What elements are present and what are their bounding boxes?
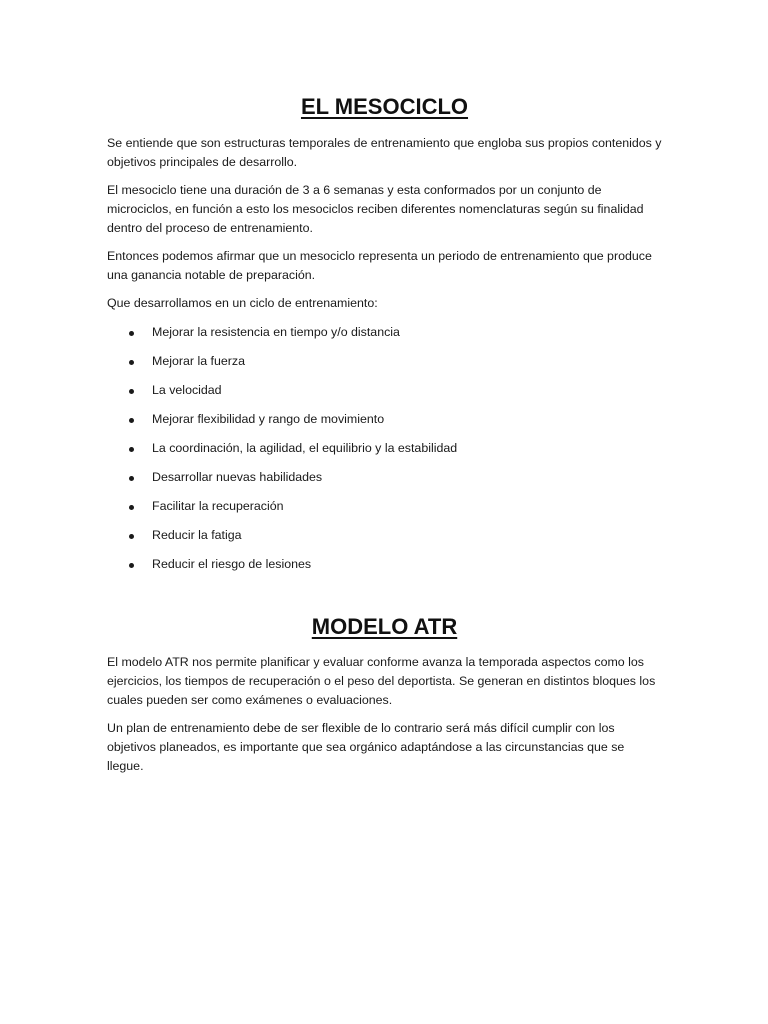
list-item-text: Reducir la fatiga bbox=[152, 528, 242, 542]
bullet-icon bbox=[129, 447, 134, 452]
list-item bbox=[107, 352, 662, 371]
bullet-icon bbox=[129, 563, 134, 568]
paragraph-atr-description: El modelo ATR nos permite planificar y evaluar conforme avanza la temporada aspectos como los ejercicios, los tiempos de recuperación o el peso del deportista. Se generan en distintos bloques los cuales pueden ser como exámenes o evaluaciones. bbox=[107, 655, 656, 707]
bullet-icon bbox=[129, 331, 134, 336]
bullet-icon bbox=[129, 389, 134, 394]
list-item-text: Mejorar la fuerza bbox=[152, 354, 245, 368]
paragraph-list-intro: Que desarrollamos en un ciclo de entrenamiento: bbox=[107, 296, 378, 310]
paragraph-duration: El mesociclo tiene una duración de 3 a 6 semanas y esta conformados por un conjunto de microciclos, en función a esto los mesociclos reciben diferentes nomenclaturas según su finalidad dentro del proceso de entrenamiento. bbox=[107, 183, 644, 235]
paragraph-definition: Se entiende que son estructuras temporales de entrenamiento que engloba sus propios contenidos y objetivos principales de desarrollo. bbox=[107, 136, 662, 169]
list-item bbox=[107, 381, 662, 400]
bullet-icon bbox=[129, 418, 134, 423]
bullet-icon bbox=[129, 534, 134, 539]
bullet-icon bbox=[129, 505, 134, 510]
list-item-text: Desarrollar nuevas habilidades bbox=[152, 470, 323, 484]
bullet-icon bbox=[129, 476, 134, 481]
paragraph-atr-flexibility: Un plan de entrenamiento debe de ser flexible de lo contrario será más difícil cumplir con los objetivos planeados, es importante que sea orgánico adaptándose a las circunstancias que se llegue. bbox=[107, 721, 625, 773]
list-item bbox=[107, 497, 662, 516]
list-item bbox=[107, 410, 662, 429]
section-title-modelo-atr: MODELO ATR bbox=[311, 614, 458, 639]
list-item-text: Mejorar flexibilidad y rango de movimiento bbox=[152, 412, 385, 426]
section-title-mesociclo: EL MESOCICLO bbox=[300, 94, 469, 119]
list-item bbox=[107, 439, 662, 458]
document-content bbox=[107, 92, 662, 785]
training-goals-list bbox=[107, 323, 662, 574]
list-item-text: Facilitar la recuperación bbox=[152, 499, 284, 513]
list-item bbox=[107, 555, 662, 574]
list-item-text: Mejorar la resistencia en tiempo y/o distancia bbox=[152, 325, 400, 339]
bullet-icon bbox=[129, 360, 134, 365]
list-item bbox=[107, 526, 662, 545]
list-item bbox=[107, 468, 662, 487]
list-item-text: Reducir el riesgo de lesiones bbox=[152, 557, 312, 571]
paragraph-conclusion: Entonces podemos afirmar que un mesociclo representa un periodo de entrenamiento que produce una ganancia notable de preparación. bbox=[107, 249, 652, 282]
list-item-text: La coordinación, la agilidad, el equilibrio y la estabilidad bbox=[152, 441, 458, 455]
list-item-text: La velocidad bbox=[152, 383, 222, 397]
list-item bbox=[107, 323, 662, 342]
